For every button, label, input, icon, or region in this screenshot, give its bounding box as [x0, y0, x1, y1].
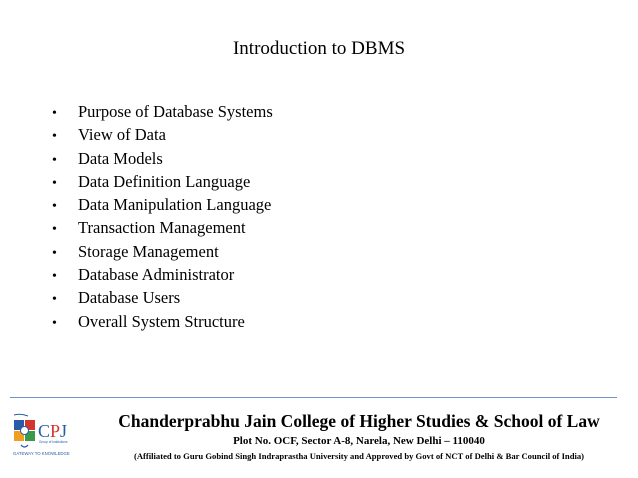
bullet-dot-icon: •	[52, 292, 57, 308]
bullet-item	[52, 311, 273, 334]
svg-text:GATEWAY TO KNOWLEDGE: GATEWAY TO KNOWLEDGE	[13, 451, 70, 456]
svg-text:CPJ: CPJ	[38, 421, 68, 441]
bullet-dot-icon: •	[52, 315, 57, 331]
college-logo	[11, 412, 86, 460]
college-affiliation: (Affiliated to Guru Gobind Singh Indraprastha University and Approved by Govt of NCT of Delhi & Bar Council of India)	[133, 451, 585, 461]
bullet-item	[52, 241, 273, 264]
college-address: Plot No. OCF, Sector A-8, Narela, New Delhi – 110040	[233, 435, 485, 447]
bullet-text: Data Manipulation Language	[78, 195, 272, 215]
bullet-item	[52, 217, 273, 240]
slide-title: Introduction to DBMS	[232, 38, 406, 59]
bullet-text: Database Users	[78, 288, 181, 308]
svg-text:Group of Institutions: Group of Institutions	[39, 440, 68, 444]
bullet-text: Database Administrator	[78, 265, 235, 285]
bullet-item	[52, 124, 273, 147]
bullet-dot-icon: •	[52, 106, 57, 121]
bullet-item	[52, 101, 273, 124]
footer-divider	[10, 397, 617, 398]
bullet-dot-icon: •	[52, 152, 57, 168]
bullet-item	[52, 287, 273, 310]
bullet-text: Transaction Management	[78, 218, 246, 238]
bullet-text: View of Data	[78, 125, 166, 145]
bullet-dot-icon: •	[52, 269, 57, 285]
bullet-item	[52, 194, 273, 217]
bullet-text: Data Definition Language	[78, 171, 251, 191]
bullet-dot-icon: •	[52, 245, 57, 261]
bullet-item	[52, 148, 273, 171]
college-crest-icon	[11, 412, 86, 460]
bullet-dot-icon: •	[52, 175, 57, 191]
bullet-item	[52, 171, 273, 194]
college-name: Chanderprabhu Jain College of Higher Studies & School of Law	[118, 411, 600, 431]
bullet-dot-icon: •	[52, 199, 57, 215]
bullet-text: Storage Management	[78, 241, 219, 261]
bullet-item	[52, 264, 273, 287]
bullet-list	[52, 101, 273, 334]
bullet-text: Data Models	[78, 148, 163, 168]
bullet-text: Overall System Structure	[78, 311, 245, 331]
bullet-dot-icon: •	[52, 222, 57, 238]
bullet-text: Purpose of Database Systems	[78, 102, 273, 121]
bullet-dot-icon: •	[52, 129, 57, 145]
